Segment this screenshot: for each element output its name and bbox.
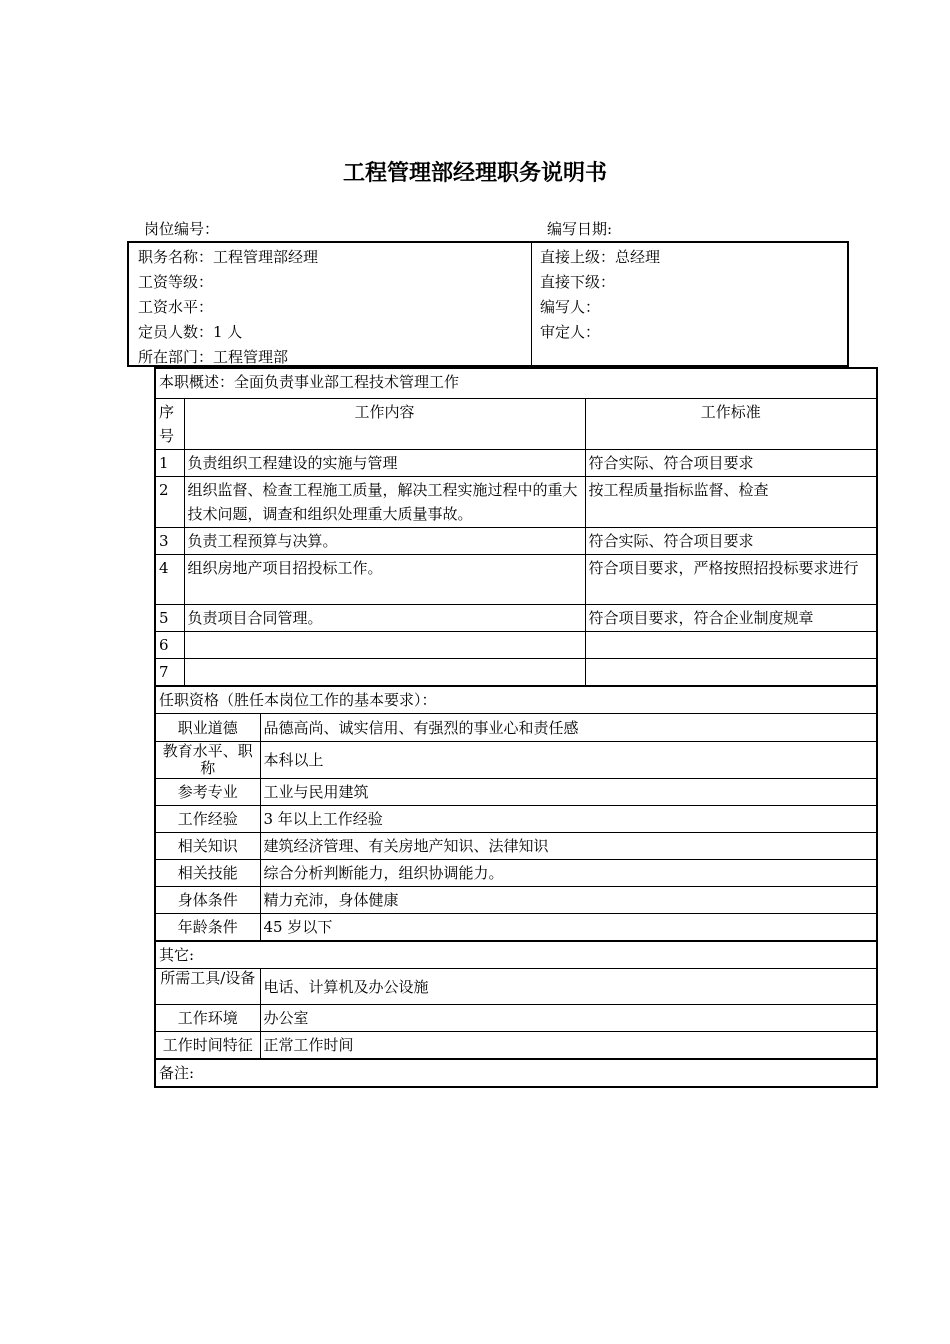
duty-content: 负责项目合同管理。	[184, 604, 585, 631]
direct-subordinate-field: 直接下级：	[540, 273, 616, 291]
duty-content: 负责组织工程建设的实施与管理	[184, 449, 585, 476]
standard-header: 工作标准	[585, 398, 877, 449]
department-field: 所在部门：工程管理部	[138, 348, 289, 366]
qualification-value: 精力充沛，身体健康	[260, 887, 877, 914]
post-number-label: 岗位编号：	[144, 220, 220, 238]
duty-content	[184, 658, 585, 686]
duty-row	[155, 631, 877, 658]
duty-number: 4	[155, 554, 184, 604]
duty-standard: 符合实际、符合项目要求	[585, 449, 877, 476]
duty-standard	[585, 658, 877, 686]
qualification-value: 综合分析判断能力，组织协调能力。	[260, 860, 877, 887]
salary-grade-field: 工资等级：	[138, 273, 214, 291]
overview-row	[155, 368, 877, 398]
remarks-label: 备注:	[155, 1059, 877, 1087]
qualification-value: 建筑经济管理、有关房地产知识、法律知识	[260, 833, 877, 860]
qualification-title-row	[155, 686, 877, 714]
other-value: 电话、计算机及办公设施	[260, 969, 877, 1005]
qualification-row	[155, 742, 877, 779]
duty-row	[155, 449, 877, 476]
duty-standard	[585, 631, 877, 658]
duty-number: 5	[155, 604, 184, 631]
job-description-table	[154, 367, 878, 1088]
qualification-label: 身体条件	[155, 887, 260, 914]
other-row	[155, 969, 877, 1005]
other-label: 工作时间特征	[155, 1032, 260, 1060]
overview-text: 本职概述：全面负责事业部工程技术管理工作	[155, 368, 877, 398]
duty-row	[155, 527, 877, 554]
qualification-value: 品德高尚、诚实信用、有强烈的事业心和责任感	[260, 714, 877, 742]
other-label: 所需工具/设备	[155, 969, 260, 1005]
qualification-value: 工业与民用建筑	[260, 779, 877, 806]
remarks-row	[155, 1059, 877, 1087]
qualification-row	[155, 779, 877, 806]
duty-row	[155, 554, 877, 604]
headcount-field: 定员人数：1 人	[138, 323, 243, 341]
duty-standard: 符合项目要求，符合企业制度规章	[585, 604, 877, 631]
write-date-label: 编写日期:	[547, 220, 613, 238]
duty-row	[155, 658, 877, 686]
salary-level-field: 工资水平：	[138, 298, 214, 316]
qualification-label: 职业道德	[155, 714, 260, 742]
duty-standard: 符合项目要求，严格按照招投标要求进行	[585, 554, 877, 604]
other-value: 办公室	[260, 1005, 877, 1032]
qualification-label: 工作经验	[155, 806, 260, 833]
qualification-row	[155, 806, 877, 833]
page-title: 工程管理部经理职务说明书	[342, 161, 607, 186]
job-title-field: 职务名称：工程管理部经理	[138, 248, 319, 266]
job-header-box	[127, 241, 849, 367]
duty-content: 组织房地产项目招投标工作。	[184, 554, 585, 604]
qualification-row	[155, 914, 877, 942]
other-value: 正常工作时间	[260, 1032, 877, 1060]
reviewer-field: 审定人：	[540, 323, 601, 341]
other-label: 工作环境	[155, 1005, 260, 1032]
other-row	[155, 1032, 877, 1060]
qualification-row	[155, 860, 877, 887]
duty-number: 3	[155, 527, 184, 554]
other-title: 其它:	[155, 941, 877, 969]
qualification-value: 45 岁以下	[260, 914, 877, 942]
qualification-label: 相关技能	[155, 860, 260, 887]
content-header: 工作内容	[184, 398, 585, 449]
header-left-column	[138, 246, 318, 371]
direct-superior-field: 直接上级：总经理	[540, 248, 661, 266]
qualification-value: 本科以上	[260, 742, 877, 779]
duty-number: 6	[155, 631, 184, 658]
duty-standard: 按工程质量指标监督、检查	[585, 476, 877, 527]
qualification-title: 任职资格（胜任本岗位工作的基本要求）：	[155, 686, 877, 714]
duty-content: 组织监督、检查工程施工质量，解决工程实施过程中的重大技术问题，调查和组织处理重大质量事故。	[184, 476, 585, 527]
author-field: 编写人：	[540, 298, 601, 316]
duty-content	[184, 631, 585, 658]
duty-number: 1	[155, 449, 184, 476]
duties-header-row	[155, 398, 877, 449]
qualification-label: 相关知识	[155, 833, 260, 860]
duty-row	[155, 476, 877, 527]
qualification-row	[155, 887, 877, 914]
seq-header: 序号	[155, 398, 184, 449]
qualification-row	[155, 833, 877, 860]
duty-row	[155, 604, 877, 631]
duty-number: 2	[155, 476, 184, 527]
qualification-label: 教育水平、职称	[155, 742, 260, 779]
other-row	[155, 1005, 877, 1032]
qualification-row	[155, 714, 877, 742]
header-divider	[531, 243, 532, 365]
duty-number: 7	[155, 658, 184, 686]
qualification-label: 年龄条件	[155, 914, 260, 942]
qualification-value: 3 年以上工作经验	[260, 806, 877, 833]
duty-standard: 符合实际、符合项目要求	[585, 527, 877, 554]
header-right-column	[540, 246, 660, 346]
other-title-row	[155, 941, 877, 969]
duty-content: 负责工程预算与决算。	[184, 527, 585, 554]
qualification-label: 参考专业	[155, 779, 260, 806]
